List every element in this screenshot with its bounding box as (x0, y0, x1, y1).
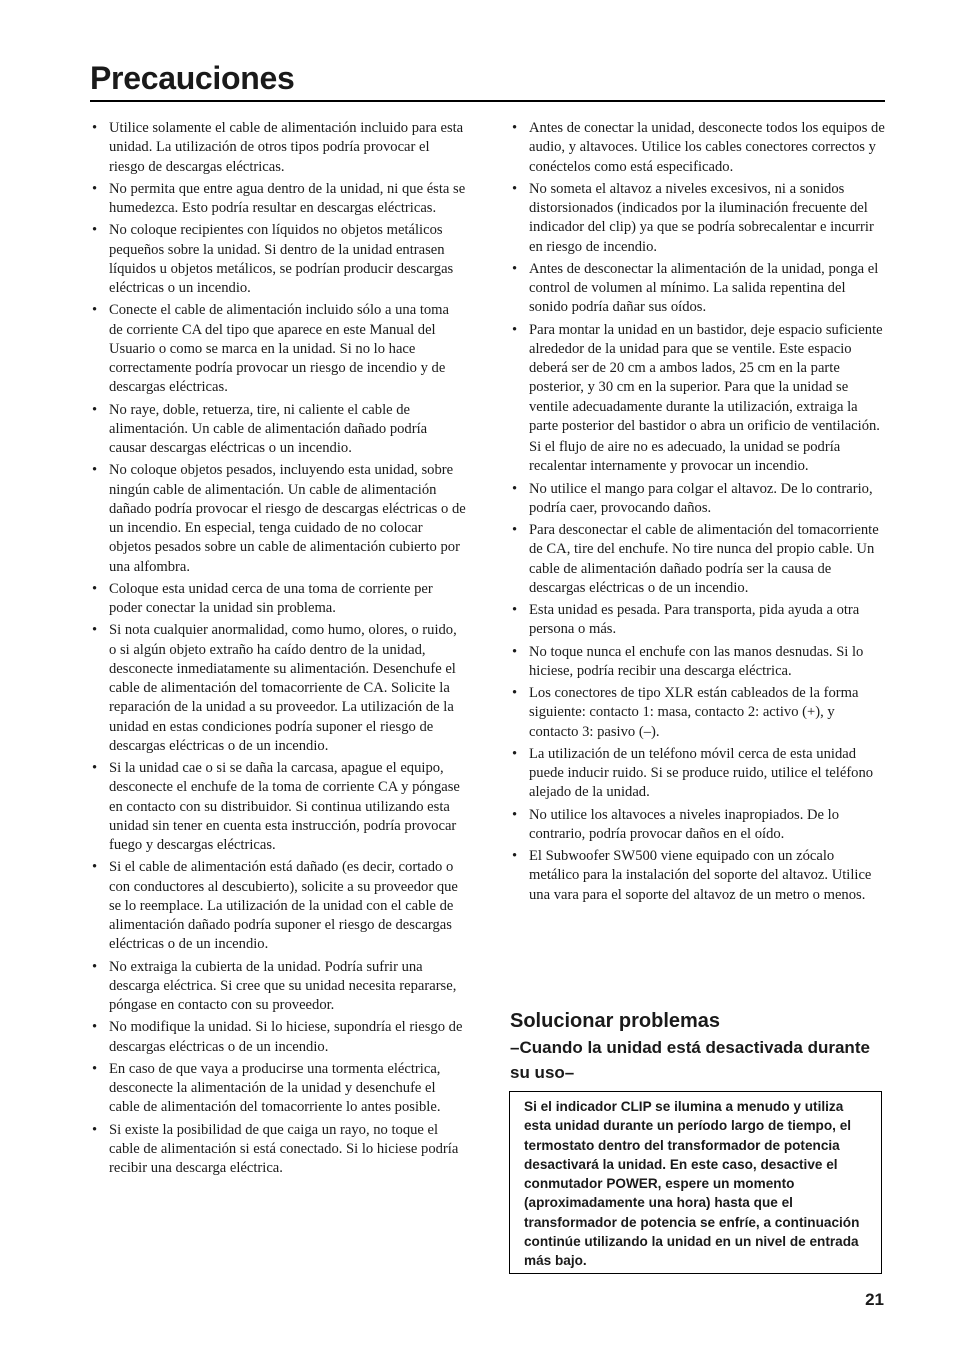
list-item: • Si el cable de alimentación está dañado (es decir, cortado o con conductores al descubierto), solicite a su proveedor que se lo reemplace. La utilización de la unidad con el cable de alimentación dañado podría suponer el riesgo de descargas eléctricas o de un incendio. (90, 858, 466, 954)
list-item: • Coloque esta unidad cerca de una toma de corriente per poder conectar la unidad sin problema. (90, 580, 466, 619)
page-title: Precauciones (90, 60, 295, 96)
list-item-continuation: Si el flujo de aire no es adecuado, la unidad se podría recalentar internamente y provocar un incendio. (529, 439, 841, 475)
list-item: • Para montar la unidad en un bastidor, deje espacio suficiente alrededor de la unidad para que se ventile. Este espacio deberá ser de 20 cm a ambos lados, 25 cm en la parte posterior, y 30 cm en la superior. Para que la unidad se ventile adecuadamente durante la utilización, extraiga la parte posterior del bastidor o abra un orificio de ventilación. (510, 321, 886, 437)
list-item: • Antes de conectar la unidad, desconecte todos los equipos de audio, y altavoces. Utilice los cables conectores correctos y conéctelos como está especificado. (510, 119, 886, 177)
list-item: • En caso de que vaya a producirse una tormenta eléctrica, desconecte la alimentación de la unidad y desenchufe el cable de alimentación del tomacorriente lo antes posible. (90, 1060, 466, 1118)
list-item: • Para desconectar el cable de alimentación del tomacorriente de CA, tire del enchufe. No tire nunca del propio cable. Un cable de alimentación dañado podría ser la causa de descargas eléctricas o de un incendio. (510, 521, 886, 598)
list-item: • Conecte el cable de alimentación incluido sólo a una toma de corriente CA del tipo que aparece en este Manual del Usuario o como se marca en la unidad. Si no lo hace correctamente podría provocar un riesgo de incendio y de descargas eléctricas. (90, 301, 466, 397)
list-item: • El Subwoofer SW500 viene equipado con un zócalo metálico para la instalación del soporte del altavoz. Utilice una vara para el soporte del altavoz de un metro o menos. (510, 847, 886, 905)
left-precautions-list (90, 119, 466, 1178)
list-item: • No permita que entre agua dentro de la unidad, ni que ésta se humedezca. Esto podría resultar en descargas eléctricas. (90, 180, 466, 219)
list-item: • Utilice solamente el cable de alimentación incluido para esta unidad. La utilización de otros tipos podría provocar el riesgo de descargas eléctricas. (90, 119, 466, 177)
list-item: • No toque nunca el enchufe con las manos desnudas. Si lo hiciese, podría recibir una descarga eléctrica. (510, 643, 886, 682)
list-item: • Esta unidad es pesada. Para transporta, pida ayuda a otra persona o más. (510, 601, 886, 640)
list-item: • Si existe la posibilidad de que caiga un rayo, no toque el cable de alimentación si está conectado. Si lo hiciese podría recibir una descarga eléctrica. (90, 1121, 466, 1179)
list-item: • No utilice los altavoces a niveles inapropiados. De lo contrario, podría provocar daños en el oído. (510, 806, 886, 845)
list-item: • No modifique la unidad. Si lo hiciese, supondría el riesgo de descargas eléctricas o de un incendio. (90, 1018, 466, 1057)
list-item: • No extraiga la cubierta de la unidad. Podría sufrir una descarga eléctrica. Si cree que su unidad necesita repararse, póngase en contacto con su proveedor. (90, 958, 466, 1016)
list-item: • No someta el altavoz a niveles excesivos, ni a sonidos distorsionados (indicados por la iluminación frecuente del indicador del clip) ya que se podría sobrecalentar e incurrir en riesgo de incendio. (510, 180, 886, 257)
list-item: • No utilice el mango para colgar el altavoz. De lo contrario, podría caer, provocando daños. (510, 480, 886, 519)
troubleshooting-heading: Solucionar problemas (510, 1010, 721, 1032)
right-precautions-list (510, 119, 886, 905)
list-item: • No coloque objetos pesados, incluyendo esta unidad, sobre ningún cable de alimentación. Un cable de alimentación dañado podría provocar el riesgo de descargas eléctricas o de un incendio. En especial, tenga cuidado de no colocar objetos pesados sobre un cable de alimentación cubierto por una alfombra. (90, 461, 466, 577)
list-item: • Si nota cualquier anormalidad, como humo, olores, o ruido, o si algún objeto extraño ha caído dentro de la unidad, desconecte inmediatamente su alimentación. Desenchufe el cable de alimentación del tomacorriente de CA. Solicite la reparación de la unidad a su proveedor. La utilización de la unidad en estas condiciones podría suponer el riesgo de descargas eléctricas o de un incendio. (90, 621, 466, 756)
list-item: • Si la unidad cae o si se daña la carcasa, apague el equipo, desconecte el enchufe de la toma de corriente CA y póngase en contacto con su distribuidor. Si continua utilizando esta unidad sin tener en cuenta esta instrucción, podría provocar fuego y descargas eléctricas. (90, 759, 466, 855)
notice-text: Si el indicador CLIP se ilumina a menudo y utiliza esta unidad durante un período largo de tiempo, el termostato dentro del transformador de potencia desactivará la unidad. En este caso, desactive el conmutador POWER, espere un momento (aproximadamente una hora) hasta que el transformador de potencia se enfríe, a continuación continúe utilizando la unidad en un nivel de entrada más bajo. (524, 1099, 860, 1269)
troubleshooting-notice-box (509, 1091, 882, 1274)
list-item: • No coloque recipientes con líquidos no objetos metálicos pequeños sobre la unidad. Si dentro de la unidad entrasen líquidos u objetos metálicos, se podrían producir descargas eléctricas o un incendio. (90, 221, 466, 298)
troubleshooting-subheading: –Cuando la unidad está desactivada durante su uso– (510, 1038, 870, 1082)
list-item: • Los conectores de tipo XLR están cableados de la forma siguiente: contacto 1: masa, contacto 2: activo (+), y contacto 3: pasivo (–). (510, 684, 886, 742)
left-column (90, 119, 466, 1181)
list-item: • La utilización de un teléfono móvil cerca de esta unidad puede inducir ruido. Si se produce ruido, utilice el teléfono alejado de la unidad. (510, 745, 886, 803)
list-item: • Antes de desconectar la alimentación de la unidad, ponga el control de volumen al mínimo. La salida repentina del sonido podría dañar sus oídos. (510, 260, 886, 318)
list-item: • No raye, doble, retuerza, tire, ni caliente el cable de alimentación. Un cable de alimentación dañado podría causar descargas eléctricas o un incendio. (90, 401, 466, 459)
title-rule (90, 100, 885, 102)
page-number: 21 (865, 1290, 884, 1309)
right-column (510, 119, 886, 908)
